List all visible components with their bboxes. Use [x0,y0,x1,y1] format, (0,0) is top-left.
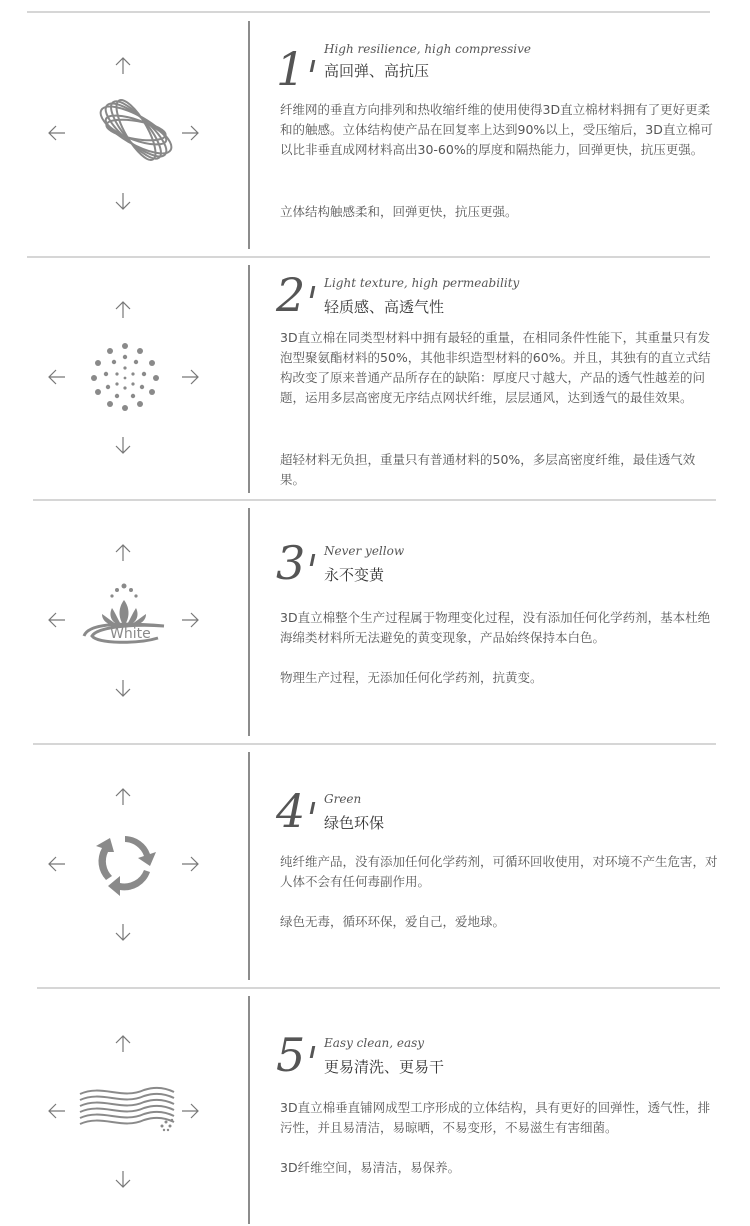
feature-summary: 立体结构触感柔和，回弹更快，抗压更强。 [280,204,518,219]
feature-summary: 3D纤维空间，易清洁，易保养。 [280,1160,461,1175]
feature-number: 3 [276,536,306,590]
feature-number: 4 [276,784,306,838]
feature-title-en: Easy clean, easy [324,1036,425,1050]
feature-heading-5 [276,1028,716,1082]
feature-summary: 物理生产过程，无添加任何化学药剂，抗黄变。 [280,670,543,685]
feature-summary: 超轻材料无负担，重量只有普通材料的50%，多层高密度纤维，最佳透气效果。 [280,452,696,487]
feature-paragraph: 纯纤维产品，没有添加任何化学药剂，可循环回收使用，对环境不产生危害，对人体不会有任何毒副作用。 [280,854,718,889]
feature-title-en: Never yellow [324,544,405,558]
feature-number: 1 [276,42,306,96]
feature-title-zh: 永不变黄 [324,566,385,584]
feature-title-zh: 轻质感、高透气性 [324,298,445,316]
feature-title-zh: 高回弹、高抗压 [324,62,430,80]
tick-mark [310,1046,316,1058]
feature-number: 2 [276,268,306,322]
wave-lines-icon [78,1084,176,1134]
feature-title-en: High resilience, high compressive [324,42,531,56]
feature-title-zh: 更易清洗、更易干 [324,1058,445,1076]
feature-paragraph: 3D直立棉垂直铺网成型工序形成的立体结构，具有更好的回弹性，透气性，排污性，并且易清洁，易晾晒，不易变形，不易滋生有害细菌。 [280,1100,711,1135]
feature-title-zh: 绿色环保 [324,814,385,832]
arrow-right-icon [178,1099,202,1123]
feature-paragraph: 3D直立棉在同类型材料中拥有最轻的重量，在相同条件性能下，其重量只有发泡型聚氨酯材料的50%，其他非织造型材料的60%。并且，其独有的直立式结构改变了原来普通产品所存在的缺陷：厚度尺寸越大，产品的透气性越差的问题，运用多层高密度无序结点网状纤维，层层通风，达到透气的最佳效果。 [280,330,711,405]
feature-paragraph: 纤维网的垂直方向排列和热收缩纤维的使用使得3D直立棉材料拥有了更好更柔和的触感。立体结构使产品在回复率上达到90%以上，受压缩后，3D直立棉可以比非垂直成网材料高出30-60%的厚度和隔热能力，回弹更快，抗压更强。 [280,102,713,157]
lotus-icon-label: White [110,626,151,642]
feature-paragraph: 3D直立棉整个生产过程属于物理变化过程，没有添加任何化学药剂，基本杜绝海绵类材料所无法避免的黄变现象，产品始终保持本白色。 [280,610,711,645]
feature-summary: 绿色无毒，循环环保，爱自己，爱地球。 [280,914,506,929]
feature-title-en: Green [324,792,362,806]
arrow-left-icon [45,1099,69,1123]
arrow-up-icon [111,1032,135,1056]
feature-number: 5 [276,1028,306,1082]
feature-title-en: Light texture, high permeability [324,276,520,290]
arrow-down-icon [111,1167,135,1191]
